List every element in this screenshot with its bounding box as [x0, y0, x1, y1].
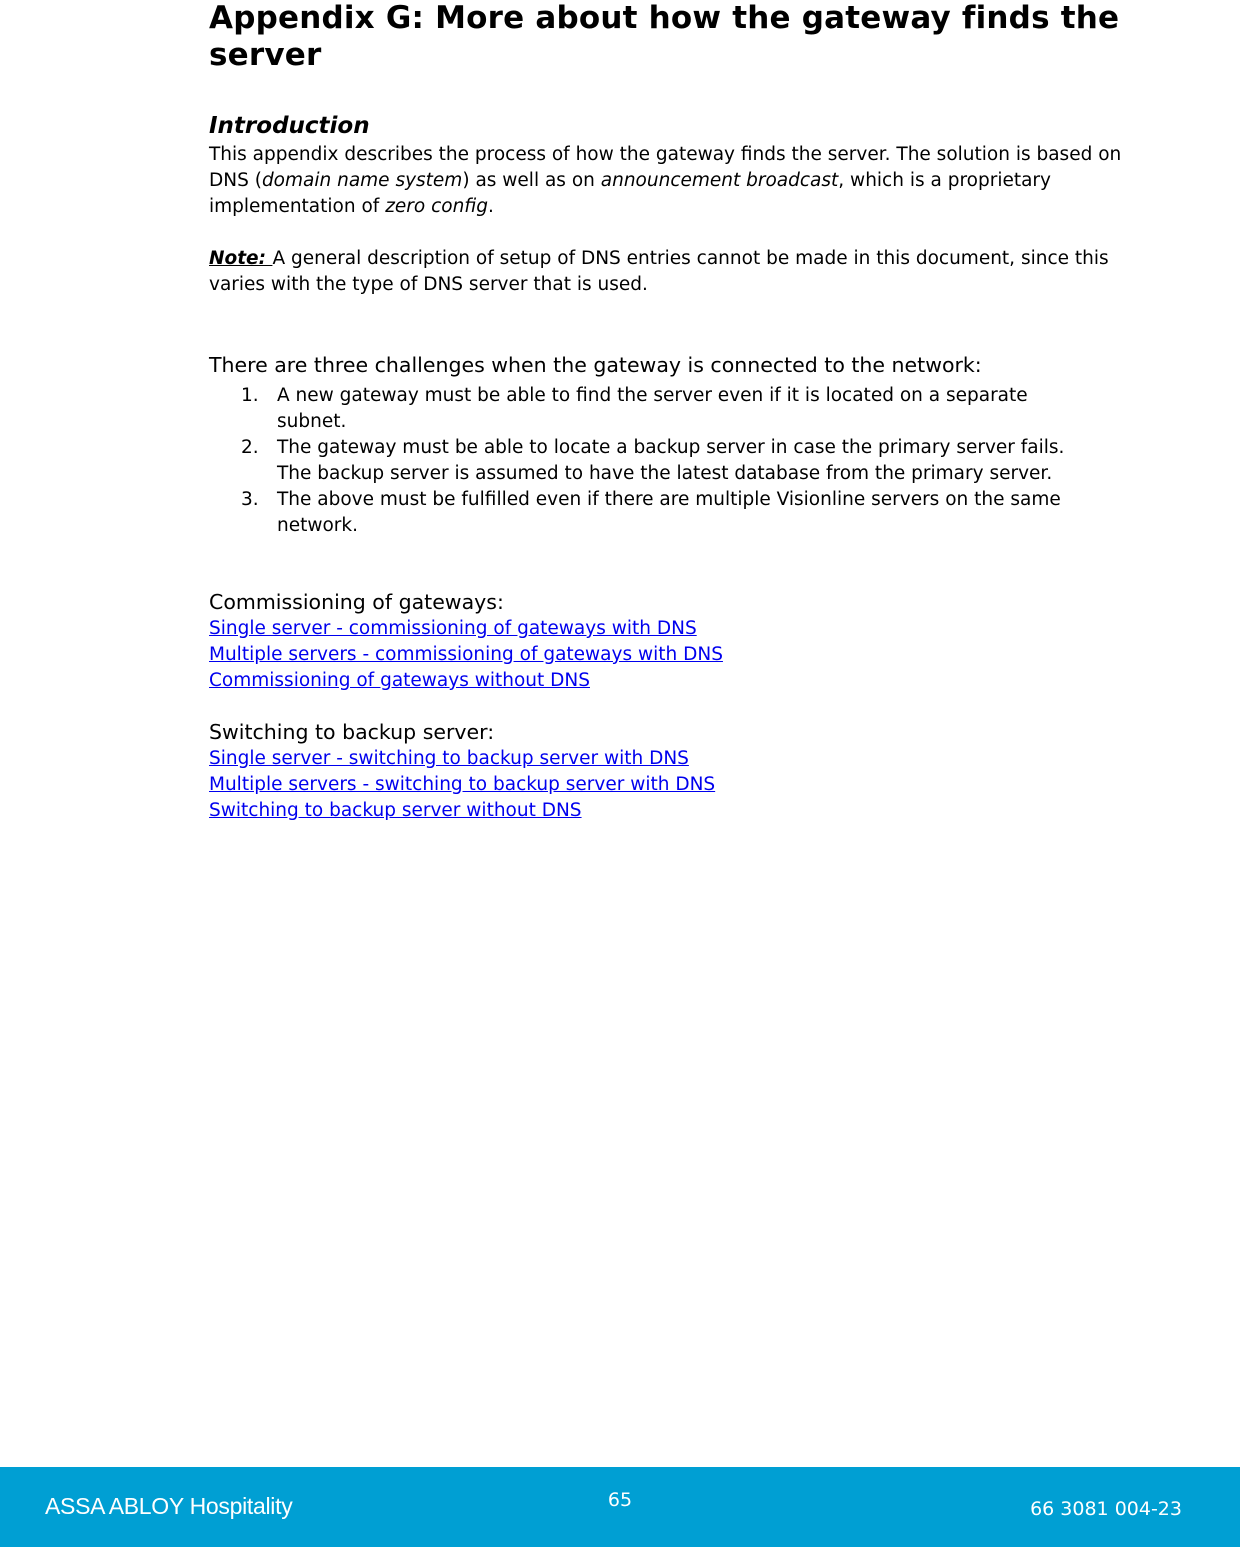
intro-text-1: This appendix describes the process of how the gateway finds the server. The solution is based on DNS (	[209, 144, 1122, 191]
page-title: Appendix G: More about how the gateway finds the server	[209, 0, 1120, 73]
link-commissioning-without-dns[interactable]: Commissioning of gateways without DNS	[209, 670, 590, 691]
footer-document-number: 66 3081 004-23	[1030, 1498, 1182, 1520]
footer-page-number: 65	[607, 1489, 633, 1511]
list-item-text: A new gateway must be able to find the server even if it is located on a separate subnet.	[277, 385, 1028, 432]
intro-text-3: , which is a proprietary implementation of	[209, 170, 1051, 217]
challenges-list	[209, 383, 1089, 539]
link-single-server-switching-dns[interactable]: Single server - switching to backup server with DNS	[209, 748, 689, 769]
list-item	[209, 487, 1089, 539]
introduction-heading: Introduction	[209, 113, 370, 139]
list-item-text: The above must be fulfilled even if there are multiple Visionline servers on the same network.	[277, 489, 1061, 536]
page-footer	[0, 1467, 1240, 1547]
link-switching-without-dns[interactable]: Switching to backup server without DNS	[209, 800, 582, 821]
introduction-paragraph	[209, 142, 1149, 220]
list-item-number: 3.	[241, 489, 259, 510]
note-label: Note:	[209, 248, 273, 269]
note-paragraph	[209, 246, 1149, 298]
challenges-lead: There are three challenges when the gateway is connected to the network:	[209, 353, 982, 377]
link-multiple-servers-commissioning-dns[interactable]: Multiple servers - commissioning of gateways with DNS	[209, 644, 723, 665]
list-item-number: 1.	[241, 385, 259, 406]
footer-brand-logo: ASSA ABLOY Hospitality	[45, 1493, 293, 1519]
intro-term-dns: domain name system	[261, 170, 463, 191]
intro-text-4: .	[488, 196, 494, 217]
list-item-text: The gateway must be able to locate a backup server in case the primary server fails. The backup server is assumed to have the latest database from the primary server.	[277, 437, 1065, 484]
link-multiple-servers-switching-dns[interactable]: Multiple servers - switching to backup server with DNS	[209, 774, 716, 795]
list-item-number: 2.	[241, 437, 259, 458]
link-single-server-commissioning-dns[interactable]: Single server - commissioning of gateways with DNS	[209, 618, 697, 639]
note-text: A general description of setup of DNS entries cannot be made in this document, since this varies with the type of DNS server that is used.	[209, 248, 1109, 295]
list-item	[209, 383, 1089, 435]
switching-heading: Switching to backup server:	[209, 720, 495, 744]
commissioning-heading: Commissioning of gateways:	[209, 590, 504, 614]
intro-text-2: ) as well as on	[462, 170, 601, 191]
document-body	[209, 0, 1149, 824]
list-item	[209, 435, 1089, 487]
intro-term-zero-config: zero config	[385, 196, 488, 217]
intro-term-announcement: announcement broadcast	[600, 170, 839, 191]
